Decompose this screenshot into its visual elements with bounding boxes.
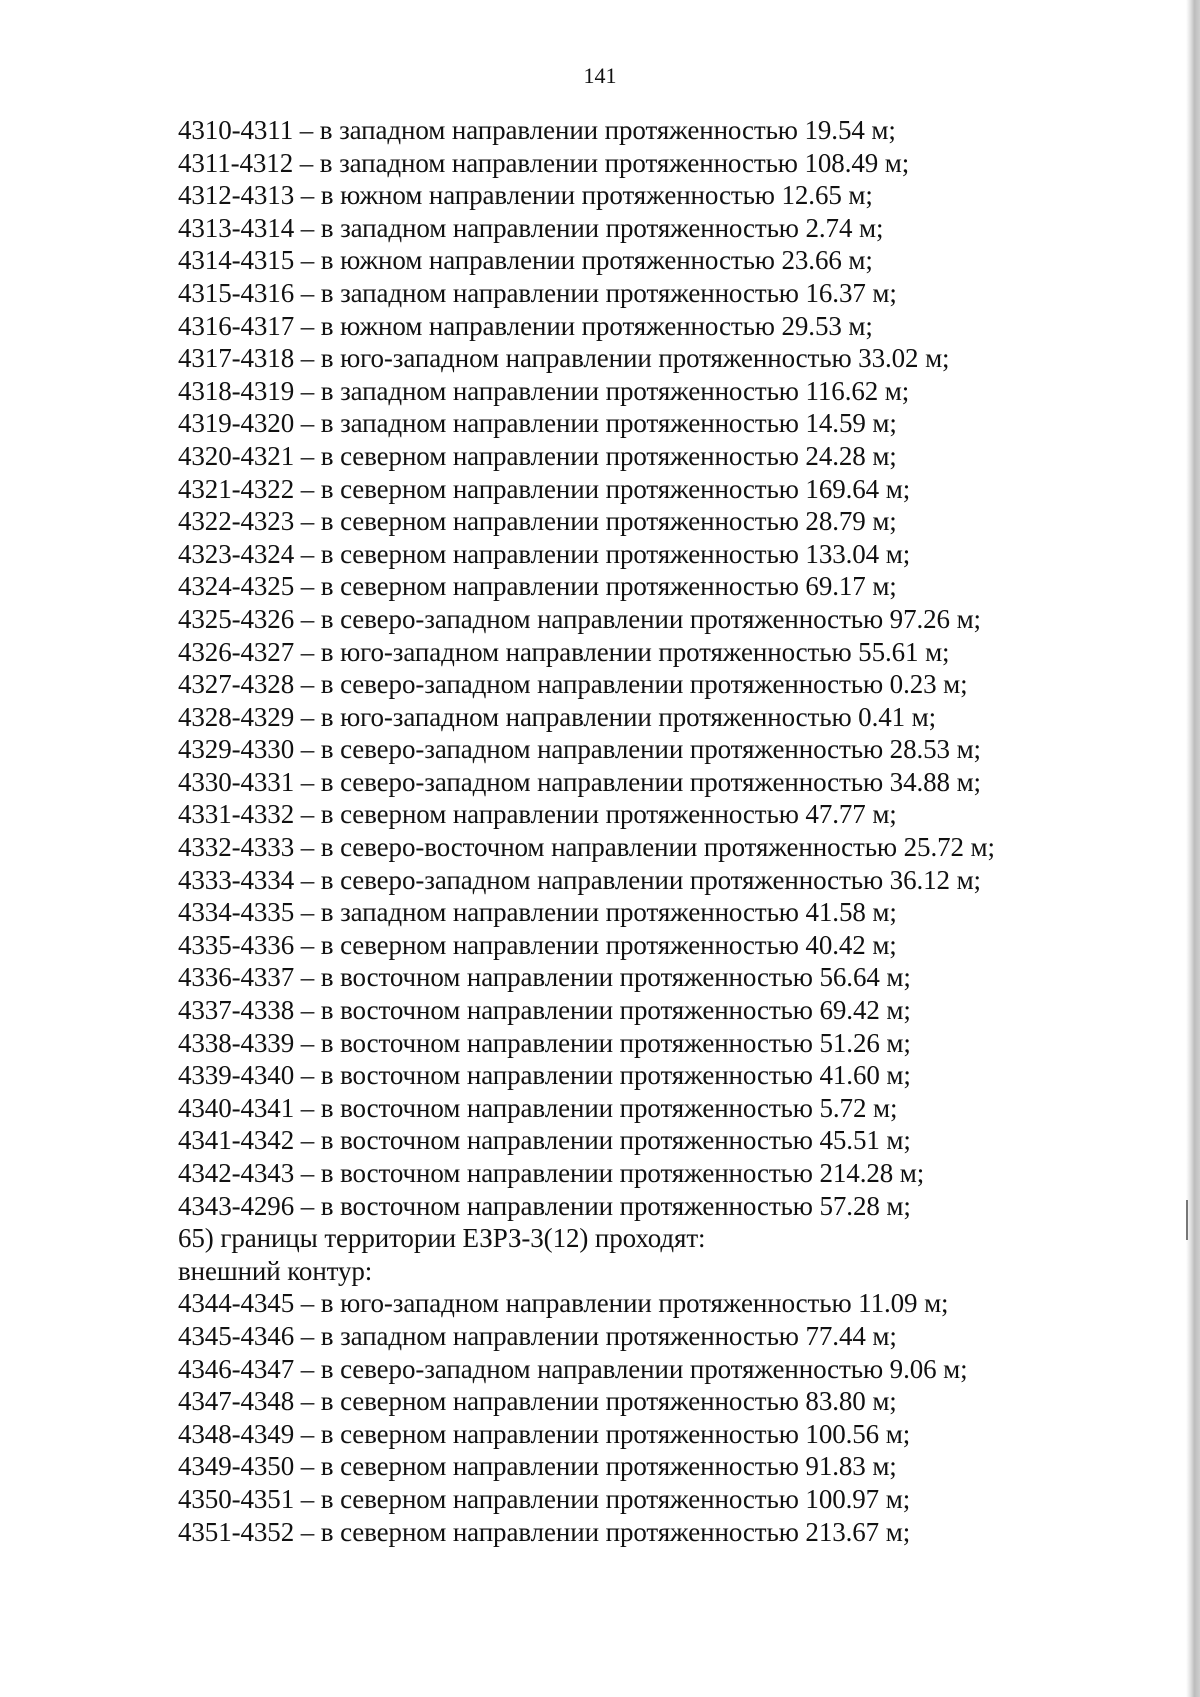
text-line: 4330-4331 – в северо-западном направлении протяженностью 34.88 м; [178,766,981,797]
text-line: 4350-4351 – в северном направлении протяженностью 100.97 м; [178,1483,911,1514]
text-line: 4343-4296 – в восточном направлении протяженностью 57.28 м; [178,1190,911,1221]
page-number: 141 [583,63,617,88]
text-line: 4320-4321 – в северном направлении протяженностью 24.28 м; [178,440,897,471]
text-line: 4329-4330 – в северо-западном направлении протяженностью 28.53 м; [178,734,981,765]
text-line: 4348-4349 – в северном направлении протяженностью 100.56 м; [178,1418,911,1449]
text-line: 4328-4329 – в юго-западном направлении протяженностью 0.41 м; [178,701,937,732]
section-heading: 65) границы территории ЕЗРЗ-3(12) проходят: [178,1223,706,1254]
text-line: 4338-4339 – в восточном направлении протяженностью 51.26 м; [178,1027,911,1058]
text-line: 4325-4326 – в северо-западном направлении протяженностью 97.26 м; [178,603,981,634]
text-line: 4312-4313 – в южном направлении протяженностью 12.65 м; [178,180,873,211]
text-line: 4318-4319 – в западном направлении протяженностью 116.62 м; [178,375,910,406]
text-line: 4333-4334 – в северо-западном направлении протяженностью 36.12 м; [178,864,981,895]
text-line: 4334-4335 – в западном направлении протяженностью 41.58 м; [178,897,897,928]
text-line: 4332-4333 – в северо-восточном направлении протяженностью 25.72 м; [178,832,995,863]
text-line: 4314-4315 – в южном направлении протяженностью 23.66 м; [178,245,873,276]
text-line: 4349-4350 – в северном направлении протяженностью 91.83 м; [178,1451,897,1482]
text-line: 4341-4342 – в восточном направлении протяженностью 45.51 м; [178,1125,911,1156]
text-line: 4327-4328 – в северо-западном направлении протяженностью 0.23 м; [178,669,968,700]
scan-edge-mark [1186,1200,1198,1240]
text-line: 4311-4312 – в западном направлении протяженностью 108.49 м; [178,147,910,178]
text-line: 4344-4345 – в юго-западном направлении протяженностью 11.09 м; [178,1288,949,1319]
text-line: 4339-4340 – в восточном направлении протяженностью 41.60 м; [178,1060,911,1091]
text-line: 4351-4352 – в северном направлении протяженностью 213.67 м; [178,1516,911,1547]
text-line: 4337-4338 – в восточном направлении протяженностью 69.42 м; [178,995,911,1026]
text-line: 4326-4327 – в юго-западном направлении протяженностью 55.61 м; [178,636,950,667]
text-line: 4317-4318 – в юго-западном направлении протяженностью 33.02 м; [178,343,950,374]
text-line: 4336-4337 – в восточном направлении протяженностью 56.64 м; [178,962,911,993]
text-line: 4335-4336 – в северном направлении протяженностью 40.42 м; [178,929,897,960]
text-line: 4315-4316 – в западном направлении протяженностью 16.37 м; [178,277,897,308]
text-line: 4340-4341 – в восточном направлении протяженностью 5.72 м; [178,1092,898,1123]
text-line: 4316-4317 – в южном направлении протяженностью 29.53 м; [178,310,873,341]
scan-edge-shadow [1186,0,1200,1697]
text-line: 4323-4324 – в северном направлении протяженностью 133.04 м; [178,538,911,569]
text-line: 4345-4346 – в западном направлении протяженностью 77.44 м; [178,1320,897,1351]
subsection-heading: внешний контур: [178,1255,373,1286]
text-line: 4319-4320 – в западном направлении протяженностью 14.59 м; [178,408,897,439]
text-line: 4322-4323 – в северном направлении протяженностью 28.79 м; [178,506,897,537]
text-line: 4342-4343 – в восточном направлении протяженностью 214.28 м; [178,1158,925,1188]
document-text [178,114,1078,1548]
text-line: 4310-4311 – в западном направлении протяженностью 19.54 м; [178,115,896,145]
text-line: 4347-4348 – в северном направлении протяженностью 83.80 м; [178,1386,897,1417]
text-line: 4324-4325 – в северном направлении протяженностью 69.17 м; [178,571,897,602]
text-line: 4321-4322 – в северном направлении протяженностью 169.64 м; [178,473,911,504]
text-line: 4346-4347 – в северо-западном направлении протяженностью 9.06 м; [178,1353,968,1384]
text-line: 4313-4314 – в западном направлении протяженностью 2.74 м; [178,212,884,243]
text-line: 4331-4332 – в северном направлении протяженностью 47.77 м; [178,799,897,830]
